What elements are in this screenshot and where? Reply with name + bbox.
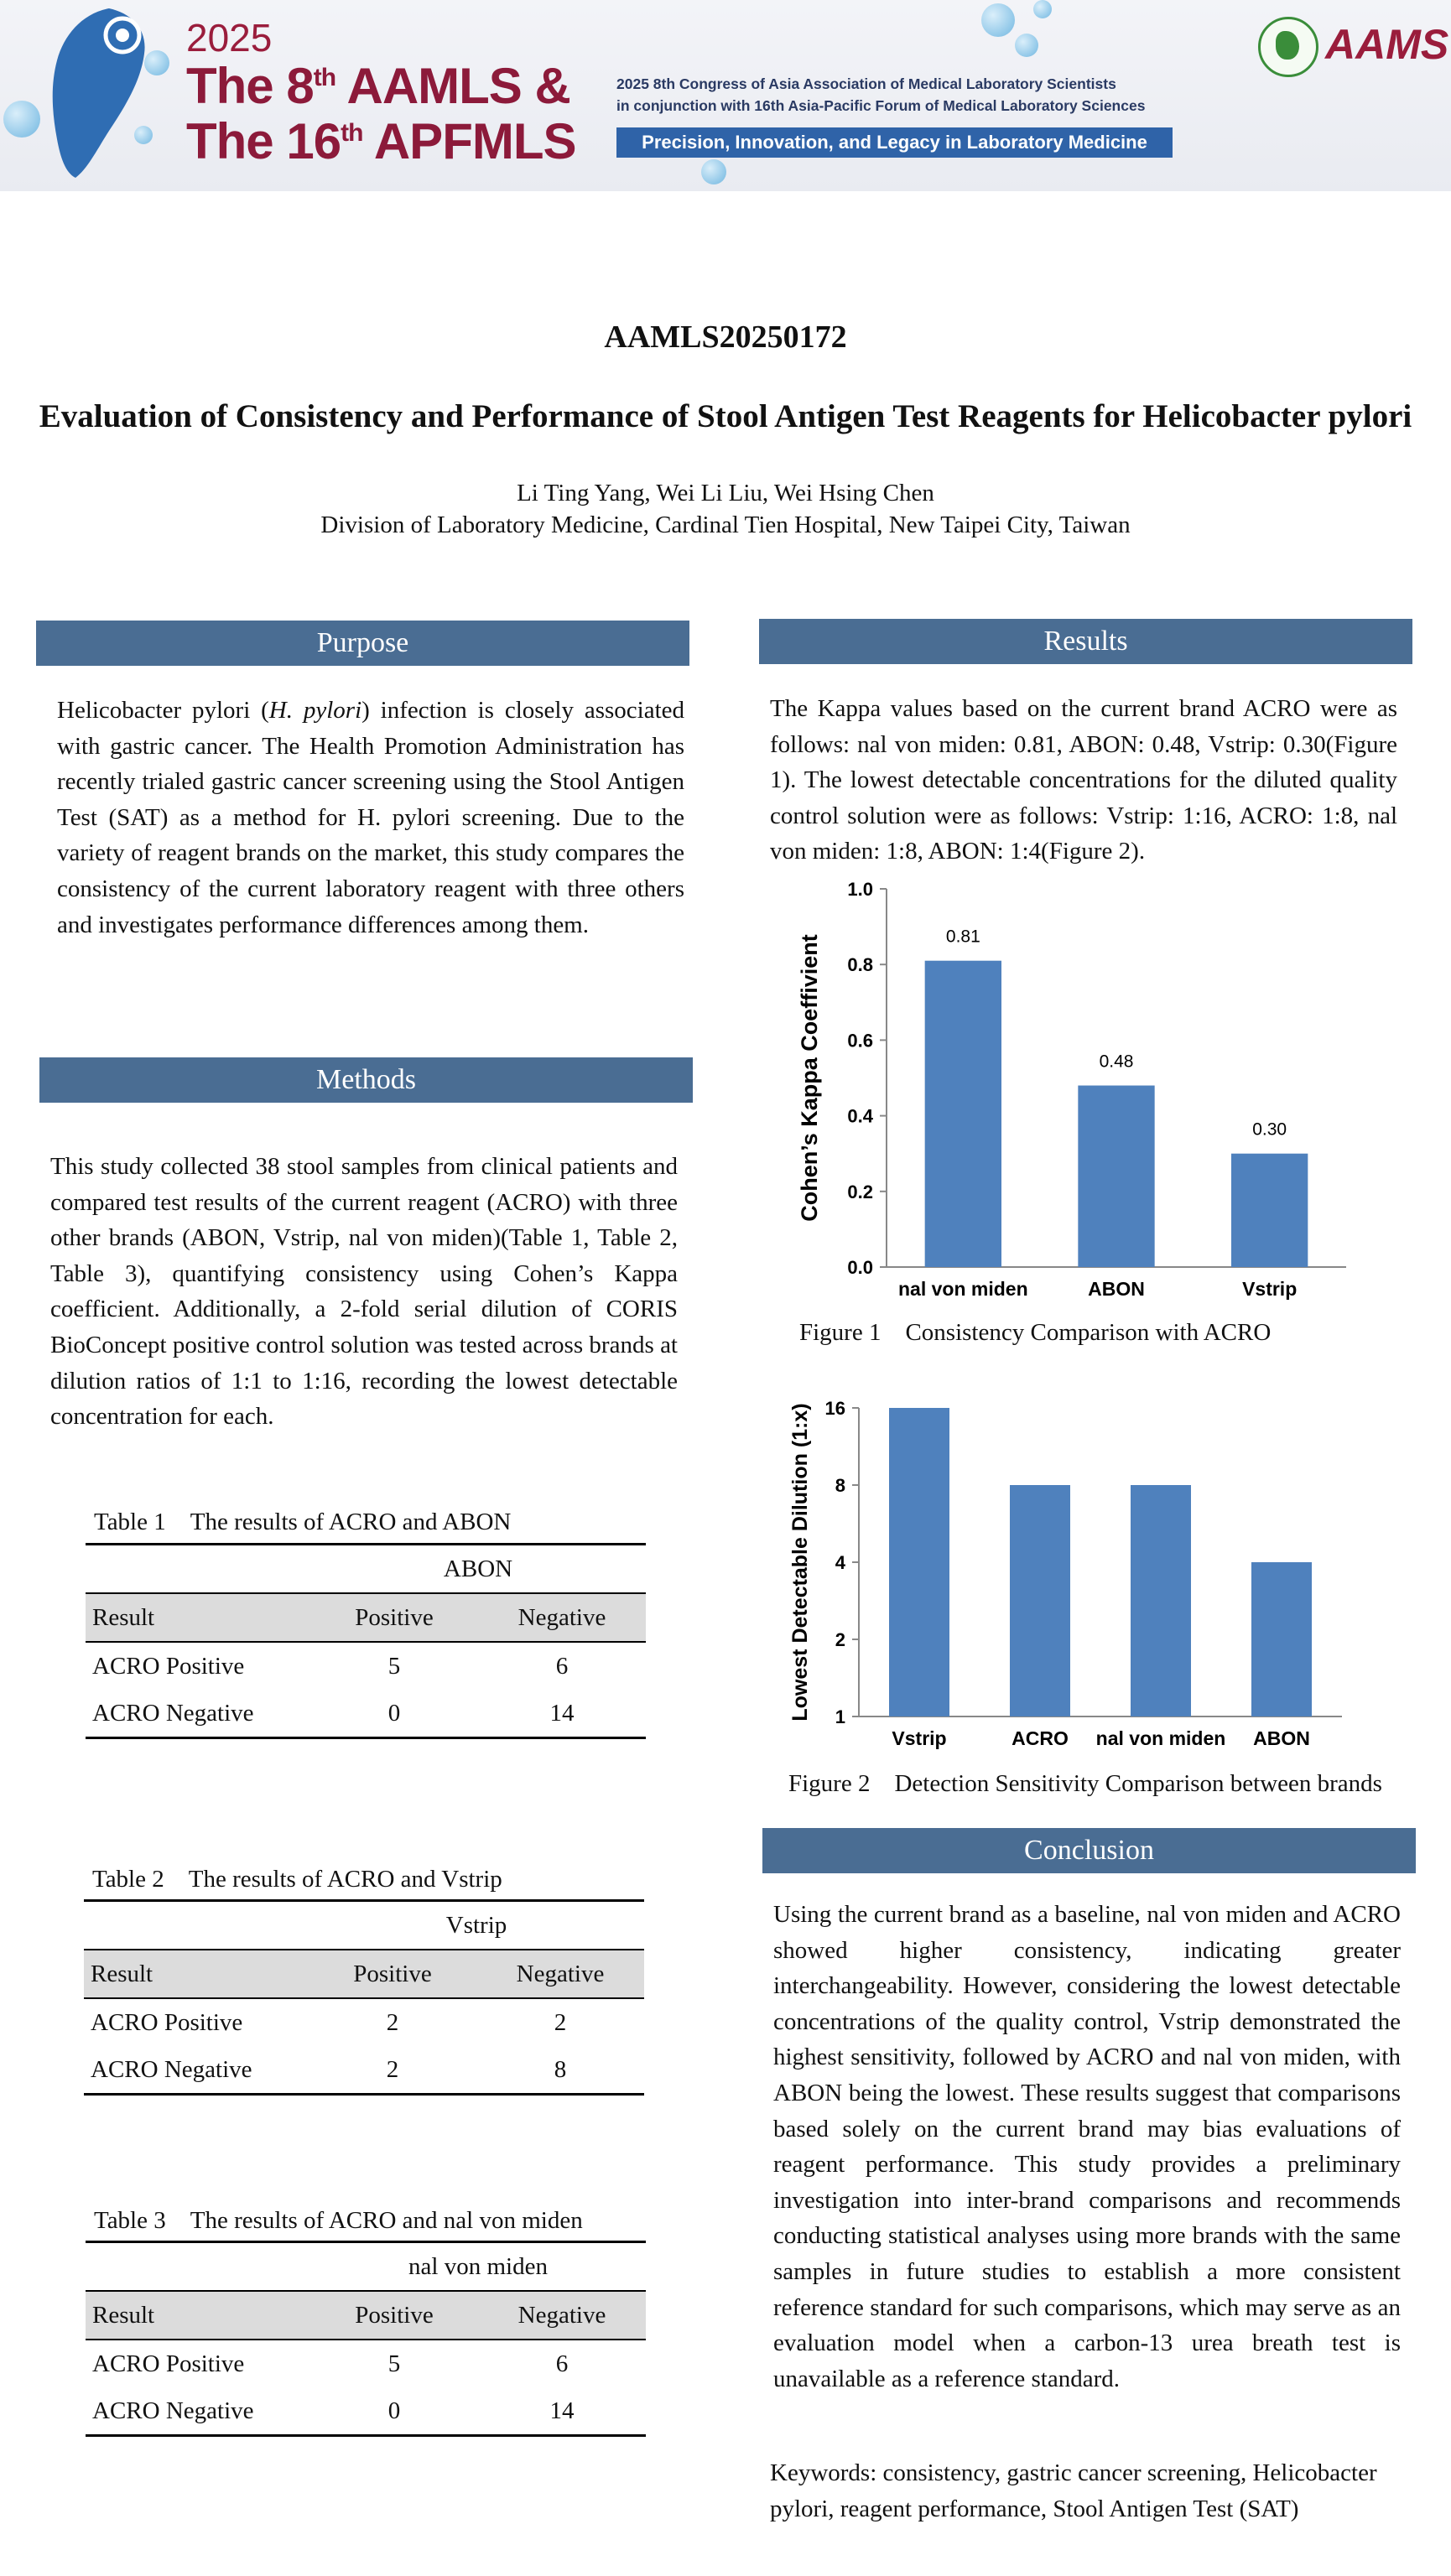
conference-title-line1: The 8th AAMLS & <box>186 58 570 114</box>
table2-caption: Table 2 The results of ACRO and Vstrip <box>92 1866 502 1893</box>
conference-description-line2: in conjunction with 16th Asia-Pacific Forum of Medical Laboratory Sciences <box>616 97 1146 114</box>
y-tick-label: 0.8 <box>847 954 873 976</box>
data-label: 0.30 <box>1252 1119 1287 1140</box>
data-label: 0.48 <box>1099 1052 1134 1072</box>
table3-cell: ACRO Negative <box>86 2387 310 2436</box>
table1-cell: 14 <box>478 1690 646 1738</box>
table1-cell: 0 <box>310 1690 478 1738</box>
bar <box>889 1408 949 1716</box>
table2-cell: ACRO Negative <box>84 2046 309 2095</box>
y-tick-label: 1.0 <box>847 879 873 900</box>
table2-cell: 2 <box>554 2008 567 2036</box>
conference-description-line1: 2025 8th Congress of Asia Association of Medical Laboratory Scientists <box>616 75 1116 92</box>
figure1-caption: Figure 1 Consistency Comparison with ACRO <box>799 1319 1272 1346</box>
table2-cell: ACRO Positive <box>91 2008 243 2036</box>
bar <box>1131 1485 1191 1716</box>
y-tick-label: 0.2 <box>847 1181 873 1202</box>
table-row <box>84 1998 644 2046</box>
table2-cell: 2 <box>386 2008 399 2036</box>
table-row <box>86 2340 646 2387</box>
paper-title: Evaluation of Consistency and Performance of Stool Antigen Test Reagents for Helicobacter pylori <box>39 398 1412 434</box>
table-row <box>86 1690 646 1738</box>
table3-header-negative: Negative <box>478 2291 646 2340</box>
x-tick-label: nal von miden <box>898 1278 1028 1300</box>
table1 <box>86 1543 646 1739</box>
table1-cell: 5 <box>387 1652 401 1680</box>
figure2-dilution-chart <box>788 1384 1409 1761</box>
figure2-caption: Figure 2 Detection Sensitivity Comparison between brands <box>788 1770 1382 1797</box>
bar <box>1078 1086 1154 1267</box>
x-tick-label: ABON <box>1253 1727 1310 1749</box>
results-heading: Results <box>759 619 1412 664</box>
table3-header-positive: Positive <box>310 2291 478 2340</box>
table3-cell: 0 <box>310 2387 478 2436</box>
table3-caption: Table 3 The results of ACRO and nal von miden <box>94 2207 583 2234</box>
table2 <box>84 1899 644 2096</box>
table3 <box>86 2241 646 2437</box>
data-label: 0.81 <box>945 927 980 947</box>
methods-heading: Methods <box>39 1057 693 1103</box>
conference-title-line2: The 16th APFMLS <box>186 113 576 169</box>
conclusion-heading: Conclusion <box>762 1828 1416 1873</box>
table3-brand: nal von miden <box>310 2242 646 2292</box>
table2-cell: 2 <box>309 2046 476 2095</box>
association-seal-logo <box>1258 17 1318 77</box>
table1-header-negative: Negative <box>478 1593 646 1642</box>
y-tick-label: 4 <box>835 1552 845 1573</box>
bubble-decoration <box>701 159 726 184</box>
conference-tagline: Precision, Innovation, and Legacy in Laboratory Medicine <box>616 127 1173 158</box>
y-tick-label: 0.0 <box>847 1257 873 1278</box>
table3-cell: ACRO Positive <box>92 2350 245 2377</box>
table-row <box>84 2046 644 2095</box>
table1-brand: ABON <box>310 1545 646 1594</box>
taiwan-map-icon <box>32 5 158 181</box>
bar <box>1010 1485 1070 1716</box>
table2-cell: 8 <box>476 2046 644 2095</box>
purpose-heading: Purpose <box>36 621 689 666</box>
bar <box>925 961 1001 1267</box>
aams-logo <box>1324 18 1449 69</box>
conference-year: 2025 <box>186 16 273 60</box>
table1-header-result: Result <box>86 1593 310 1642</box>
table2-header-result: Result <box>84 1950 309 1998</box>
table3-cell: 5 <box>387 2350 401 2377</box>
y-tick-label: 1 <box>835 1706 845 1727</box>
x-tick-label: ACRO <box>1012 1727 1069 1749</box>
purpose-text: Helicobacter pylori (H. pylori) infection is closely associated with gastric cancer. The Health Promotion Administration has recently trialed gastric cancer screening using the Stool Antigen Test (SAT) as a method for H. pylori screening. Due to the variety of reagent brands on the market, this study compares the consistency of the current laboratory reagent with three others and investigates performance differences among them. <box>57 697 685 938</box>
bubble-decoration <box>1015 34 1038 57</box>
figure1-kappa-chart <box>788 872 1409 1308</box>
table1-cell: ACRO Positive <box>92 1652 245 1680</box>
x-tick-label: Vstrip <box>1242 1278 1298 1300</box>
x-tick-label: nal von miden <box>1095 1727 1226 1749</box>
y-tick-label: 16 <box>824 1398 845 1419</box>
x-tick-label: ABON <box>1088 1278 1145 1300</box>
svg-text:AAMS: AAMS <box>1325 21 1449 68</box>
bar <box>1231 1154 1308 1267</box>
bubble-decoration <box>981 3 1015 37</box>
table1-caption: Table 1 The results of ACRO and ABON <box>94 1509 512 1535</box>
table3-cell: 14 <box>478 2387 646 2436</box>
affiliation: Division of Laboratory Medicine, Cardinal Tien Hospital, New Taipei City, Taiwan <box>320 512 1131 538</box>
y-tick-label: 0.4 <box>847 1105 873 1127</box>
keywords: Keywords: consistency, gastric cancer screening, Helicobacter pylori, reagent performance, Stool Antigen Test (SAT) <box>770 2459 1377 2522</box>
y-tick-label: 0.6 <box>847 1030 873 1052</box>
y-axis-label: Lowest Detectable Dilution (1:x) <box>788 1403 812 1722</box>
y-axis-label: Cohen’s Kappa Coeffivient <box>797 934 822 1222</box>
x-tick-label: Vstrip <box>892 1727 947 1749</box>
table-row <box>86 1642 646 1690</box>
y-tick-label: 2 <box>835 1629 845 1650</box>
table2-header-positive: Positive <box>309 1950 476 1998</box>
table1-header-positive: Positive <box>310 1593 478 1642</box>
bar <box>1251 1562 1312 1716</box>
table3-cell: 6 <box>555 2350 569 2377</box>
abstract-id: AAMLS20250172 <box>604 319 847 355</box>
table2-brand: Vstrip <box>309 1901 644 1950</box>
authors: Li Ting Yang, Wei Li Liu, Wei Hsing Chen <box>517 480 934 506</box>
table1-cell: ACRO Negative <box>86 1690 310 1738</box>
table3-header-result: Result <box>86 2291 310 2340</box>
conference-banner <box>0 0 1451 191</box>
results-text: The Kappa values based on the current brand ACRO were as follows: nal von miden: 0.81, ABON: 0.48, Vstrip: 0.30(Figure 1). The lowest detectable concentrations for the diluted quality control solution were as follows: Vstrip: 1:16, ACRO: 1:8, nal von miden: 1:8, ABON: 1:4(Figure 2). <box>770 695 1397 865</box>
table-row <box>86 2387 646 2436</box>
table2-header-negative: Negative <box>476 1950 644 1998</box>
bubble-decoration <box>1033 0 1052 18</box>
conclusion-text: Using the current brand as a baseline, nal von miden and ACRO showed higher consistency, indicating greater interchangeability. However, considering the lowest detectable concentrations of the quality control, Vstrip demonstrated the highest sensitivity, followed by ACRO and nal von miden, with ABON being the lowest. These results suggest that comparisons based solely on the current brand may bias evaluations of reagent performance. This study provides a preliminary investigation into inter-brand comparisons and recommends conducting statistical analyses using more brands with the same samples in future studies to establish a more consistent reference standard for such comparisons, which may serve as an evaluation model when a carbon-13 urea breath test is unavailable as a reference standard. <box>773 1901 1401 2392</box>
methods-text: This study collected 38 stool samples from clinical patients and compared test results of the current reagent (ACRO) with three other brands (ABON, Vstrip, nal von miden)(Table 1, Table 2, Table 3), quantifying consistency using Cohen’s Kappa coefficient. Additionally, a 2-fold serial dilution of CORIS BioConcept positive control solution was tested across brands at dilution ratios of 1:1 to 1:16, recording the lowest detectable concentration for each. <box>50 1153 678 1431</box>
y-tick-label: 8 <box>835 1475 845 1496</box>
table1-cell: 6 <box>555 1652 569 1680</box>
